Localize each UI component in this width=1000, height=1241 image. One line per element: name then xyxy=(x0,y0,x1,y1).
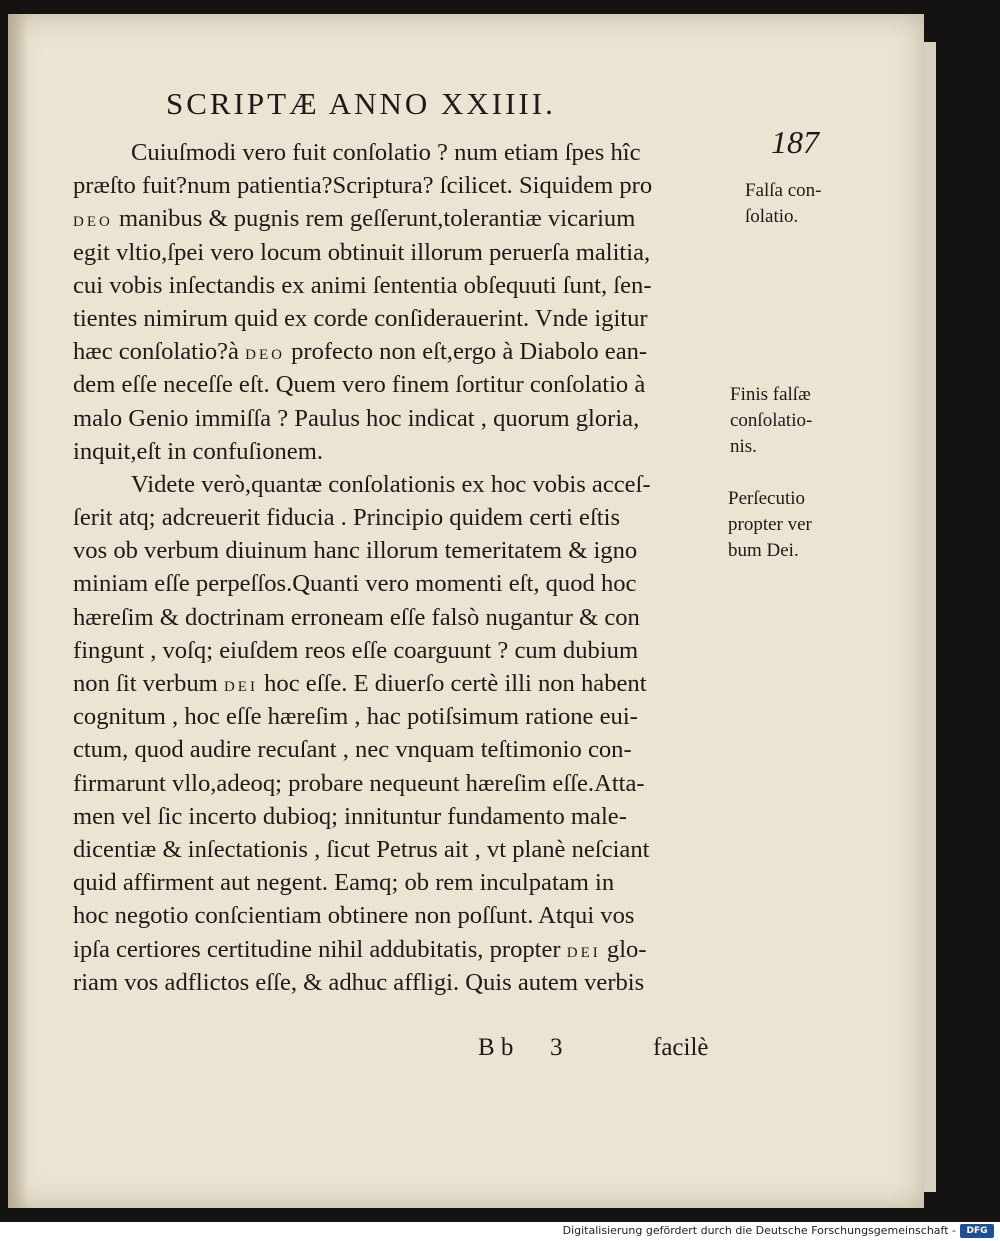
text-run: hæc conſolatio?à xyxy=(73,338,246,366)
text-run: quid affirment aut negent. Eamq; ob rem inculpatam in xyxy=(73,869,615,897)
margin-note-line: ſolatio. xyxy=(745,206,799,227)
text-run: firmarunt vllo,adeoq; probare nequeunt hæreſim eſſe.Atta- xyxy=(73,769,645,797)
text-line xyxy=(73,169,733,202)
text-line xyxy=(73,933,733,966)
text-run: profecto non eſt,ergo à Diabolo ean- xyxy=(284,338,648,366)
text-line xyxy=(73,335,733,368)
margin-note-1 xyxy=(745,178,822,230)
signature-mark: B b xyxy=(478,1034,514,1061)
text-line xyxy=(73,966,733,999)
small-caps-word: DEI xyxy=(566,944,601,961)
signature-number: 3 xyxy=(550,1034,563,1061)
text-run: ſerit atq; adcreuerit fiducia . Principio quidem certi eſtis xyxy=(73,504,621,532)
text-run: riam vos adflictos eſſe, & adhuc affligi. Quis autem verbis xyxy=(73,968,645,996)
footer-credit: Digitalisierung gefördert durch die Deutsche Forschungsgemeinschaft - xyxy=(562,1224,956,1237)
text-line xyxy=(73,435,733,468)
text-run: Cuiuſmodi vero fuit conſolatio ? num etiam ſpes hîc xyxy=(131,139,641,166)
catchword: facilè xyxy=(653,1034,709,1061)
margin-note-2 xyxy=(730,382,812,460)
text-line xyxy=(73,634,733,667)
text-run: hoc eſſe. E diuerſo certè illi non habent xyxy=(257,670,647,697)
text-run: miniam eſſe perpeſſos.Quanti vero momenti eſt, quod hoc xyxy=(73,570,637,598)
footer-bar xyxy=(0,1222,1000,1241)
book-page xyxy=(8,14,924,1208)
text-run: glo- xyxy=(600,935,647,963)
text-line xyxy=(73,402,733,435)
dfg-logo: DFG xyxy=(960,1224,994,1238)
text-run: hoc negotio conſcientiam obtinere non poſſunt. Atqui vos xyxy=(73,902,635,930)
text-line xyxy=(73,567,733,600)
text-line xyxy=(73,733,733,766)
margin-note-line: propter ver xyxy=(728,514,812,535)
text-line xyxy=(73,302,733,335)
text-line xyxy=(73,667,733,700)
text-line xyxy=(73,368,733,401)
text-run: egit vltio,ſpei vero locum obtinuit illorum peruerſa malitia, xyxy=(73,238,651,266)
page-edge xyxy=(924,42,936,1192)
text-run: præſto fuit?num patientia?Scriptura? ſcilicet. Siquidem pro xyxy=(73,172,653,200)
text-run: manibus & pugnis rem geſſerunt,tolerantiæ vicarium xyxy=(112,205,636,233)
small-caps-word: DEO xyxy=(73,214,113,231)
text-run: cui vobis inſectandis ex animi ſententia obſequuti ſunt, ſen- xyxy=(73,271,652,299)
margin-note-line: bum Dei. xyxy=(728,540,799,561)
margin-note-line: Perſecutio xyxy=(728,488,806,509)
text-line xyxy=(73,236,733,269)
text-run: vos ob verbum diuinum hanc illorum temeritatem & igno xyxy=(73,537,638,565)
text-run: cognitum , hoc eſſe hæreſim , hac potiſsimum ratione eui- xyxy=(73,703,638,731)
margin-note-line: Falſa con- xyxy=(745,180,822,201)
text-line xyxy=(73,866,733,899)
small-caps-word: DEI xyxy=(223,679,258,695)
text-run: dicentiæ & inſectationis , ſicut Petrus ait , vt planè neſciant xyxy=(73,835,650,863)
text-run: tientes nimirum quid ex corde conſiderauerint. Vnde igitur xyxy=(73,304,648,332)
text-run: malo Genio immiſſa ? Paulus hoc indicat , quorum gloria, xyxy=(73,404,640,432)
text-run: inquit,eſt in confuſionem. xyxy=(73,437,323,465)
margin-note-line: Finis falſæ xyxy=(730,384,811,405)
margin-note-line: conſolatio- xyxy=(730,410,813,431)
text-run: dem eſſe neceſſe eſt. Quem vero finem ſortitur conſolatio à xyxy=(73,371,646,399)
text-line xyxy=(73,800,733,833)
text-run: ctum, quod audire recuſant , nec vnquam teſtimonio con- xyxy=(73,736,632,764)
text-line xyxy=(73,202,733,235)
text-line xyxy=(73,899,733,932)
text-line xyxy=(73,269,733,302)
text-line xyxy=(73,468,733,501)
text-line xyxy=(73,767,733,800)
text-run: fingunt , voſq; eiuſdem reos eſſe coarguunt ? cum dubium xyxy=(73,636,639,664)
page-gutter-shadow xyxy=(8,14,28,1208)
page-number: 187 xyxy=(771,124,819,160)
text-line xyxy=(73,136,733,169)
text-line xyxy=(73,601,733,634)
text-run: non ſit verbum xyxy=(73,670,224,697)
text-run: hæreſim & doctrinam erroneam eſſe falsò nugantur & con xyxy=(73,603,640,631)
text-run: ipſa certiores certitudine nihil addubitatis, propter xyxy=(73,935,567,963)
margin-note-line: nis. xyxy=(730,436,757,457)
text-run: men vel ſic incerto dubioq; innituntur fundamento male- xyxy=(73,802,627,830)
text-line xyxy=(73,501,733,534)
margin-note-3 xyxy=(728,486,812,564)
running-header: SCRIPTÆ ANNO XXIIII. xyxy=(166,86,556,121)
text-run: Videte verò,quantæ conſolationis ex hoc vobis acceſ- xyxy=(131,470,651,498)
text-line xyxy=(73,833,733,866)
body-text xyxy=(73,136,733,999)
text-line xyxy=(73,534,733,567)
small-caps-word: DEO xyxy=(245,347,285,364)
text-line xyxy=(73,700,733,733)
